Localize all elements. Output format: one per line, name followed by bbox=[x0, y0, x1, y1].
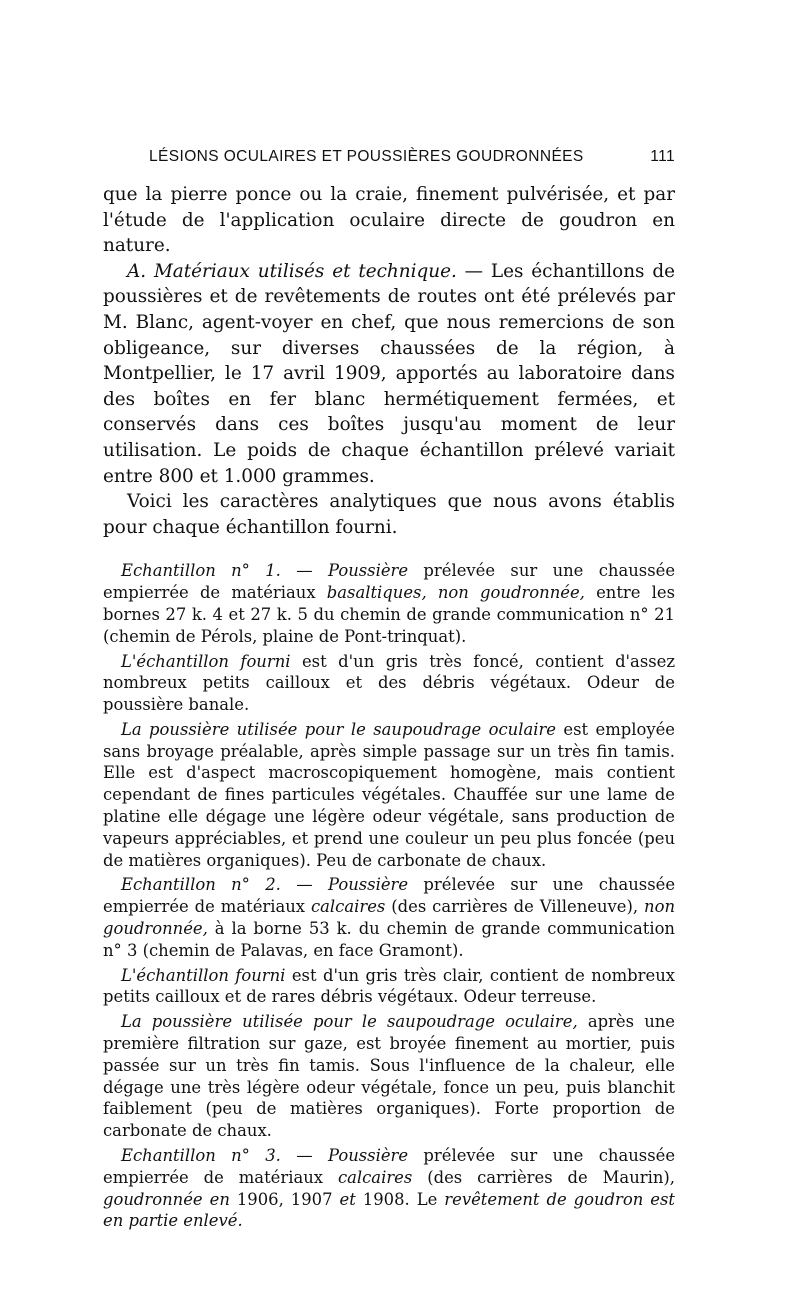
term-materials: calcaires bbox=[337, 1167, 413, 1187]
term-materials: basaltiques, non goudronnée, bbox=[326, 583, 585, 603]
sample-2-fourni-paragraph bbox=[103, 965, 675, 1009]
term-echantillon-fourni: L'échantillon fourni bbox=[121, 651, 291, 671]
materials-heading: A. Matériaux utilisés et technique. bbox=[127, 260, 457, 282]
text: à la borne 53 k. du chemin de grande communication n° 3 (chemin de Palavas, en face Gramont). bbox=[103, 919, 675, 960]
sample-1-utilisee-paragraph bbox=[103, 719, 675, 872]
samples-section bbox=[103, 560, 675, 1232]
term-poussiere-utilisee: La poussière utilisée pour le saupoudrage oculaire, bbox=[121, 1012, 578, 1032]
text: prélevée sur une chaussée empierrée de matériaux bbox=[103, 875, 676, 917]
text: entre les bornes 27 k. 4 et 27 k. 5 du chemin de grande communication n° 21 (chemin de Pérols, plaine de Pont-trinquat). bbox=[103, 583, 675, 646]
sample-1-fourni-paragraph bbox=[103, 651, 675, 716]
sample-2-utilisee-paragraph bbox=[103, 1011, 675, 1142]
text: 1908. Le bbox=[355, 1189, 445, 1209]
text: prélevée sur une chaussée empierrée de matériaux bbox=[103, 1146, 676, 1187]
sample-3-paragraph bbox=[103, 1145, 675, 1232]
term-poussiere: Poussière bbox=[327, 1146, 409, 1166]
text: est employée sans broyage préalable, après simple passage sur un très fin tamis. Elle est d'aspect macroscopiquement homogène, mais contient cependant de fines particules végétales. Chauffée sur une lame de platine elle dégage une légère odeur végétale, sans production de vapeurs appréciables, et prend une couleur un peu plus foncée (peu de matières organiques). Peu de carbonate de chaux. bbox=[103, 719, 676, 870]
materials-paragraph bbox=[103, 259, 675, 489]
term-revetement: revêtement de goudron est en partie enlevé. bbox=[103, 1189, 676, 1231]
dash: — bbox=[280, 875, 328, 895]
dash: — bbox=[280, 561, 328, 581]
term-echantillon-fourni: L'échantillon fourni bbox=[121, 965, 286, 985]
text: (des carrières de Villeneuve), bbox=[385, 897, 645, 917]
text: 1906, 1907 bbox=[229, 1189, 340, 1209]
sample-2-label: Echantillon n° 2. bbox=[121, 875, 281, 895]
page-number: 111 bbox=[650, 148, 675, 165]
materials-text: — Les échantillons de poussières et de revêtements de routes ont été prélevés par M. Blanc, agent-voyer en chef, que nous remercions de son obligeance, sur diverses chaussées de la région, à Montpellier, le 17 avril 1909, apportés au laboratoire dans des boîtes en fer blanc hermétiquement fermées, et conservés dans ces boîtes jusqu'au moment de leur utilisation. Le poids de chaque échantillon prélevé variait entre 800 et 1.000 grammes. bbox=[103, 260, 675, 487]
text-italic: et bbox=[339, 1189, 356, 1209]
term-poussiere: Poussière bbox=[327, 875, 409, 895]
text: prélevée sur une chaussée empierrée de matériaux bbox=[103, 561, 676, 603]
term-goudronnee: goudronnée en bbox=[103, 1189, 230, 1209]
term-goudronnee: non goudronnée, bbox=[103, 897, 675, 939]
running-title: LÉSIONS OCULAIRES ET POUSSIÈRES GOUDRONNÉES bbox=[149, 148, 584, 165]
sample-1-label: Echantillon n° 1. bbox=[121, 561, 281, 581]
sample-1-paragraph bbox=[103, 560, 675, 647]
term-materials: calcaires bbox=[310, 897, 386, 917]
term-poussiere-utilisee: La poussière utilisée pour le saupoudrage oculaire bbox=[121, 719, 556, 739]
intro-section bbox=[103, 182, 675, 540]
intro-paragraph-continued: que la pierre ponce ou la craie, finement pulvérisée, et par l'étude de l'application oculaire directe de goudron en nature. bbox=[103, 184, 675, 257]
term-poussiere: Poussière bbox=[327, 561, 409, 581]
text: est d'un gris très clair, contient de nombreux petits cailloux et de rares débris végétaux. Odeur terreuse. bbox=[103, 965, 675, 1007]
text: (des carrières de Maurin), bbox=[412, 1167, 675, 1187]
text: est d'un gris très foncé, contient d'assez nombreux petits cailloux et des débris végétaux. Odeur de poussière banale. bbox=[103, 651, 675, 715]
sample-3-label: Echantillon n° 3. bbox=[121, 1146, 281, 1166]
dash: — bbox=[280, 1146, 328, 1166]
book-page bbox=[103, 148, 675, 1232]
sample-2-paragraph bbox=[103, 874, 675, 961]
analysis-intro-paragraph: Voici les caractères analytiques que nous avons établis pour chaque échantillon fourni. bbox=[103, 491, 675, 538]
text: après une première filtration sur gaze, est broyée finement au mortier, puis passée sur un très fin tamis. Sous l'influence de la chaleur, elle dégage une très légère odeur végétale, fonce un peu, puis blanchit faiblement (peu de matières organiques). Forte proportion de carbonate de chaux. bbox=[103, 1012, 676, 1141]
running-header bbox=[103, 148, 675, 166]
